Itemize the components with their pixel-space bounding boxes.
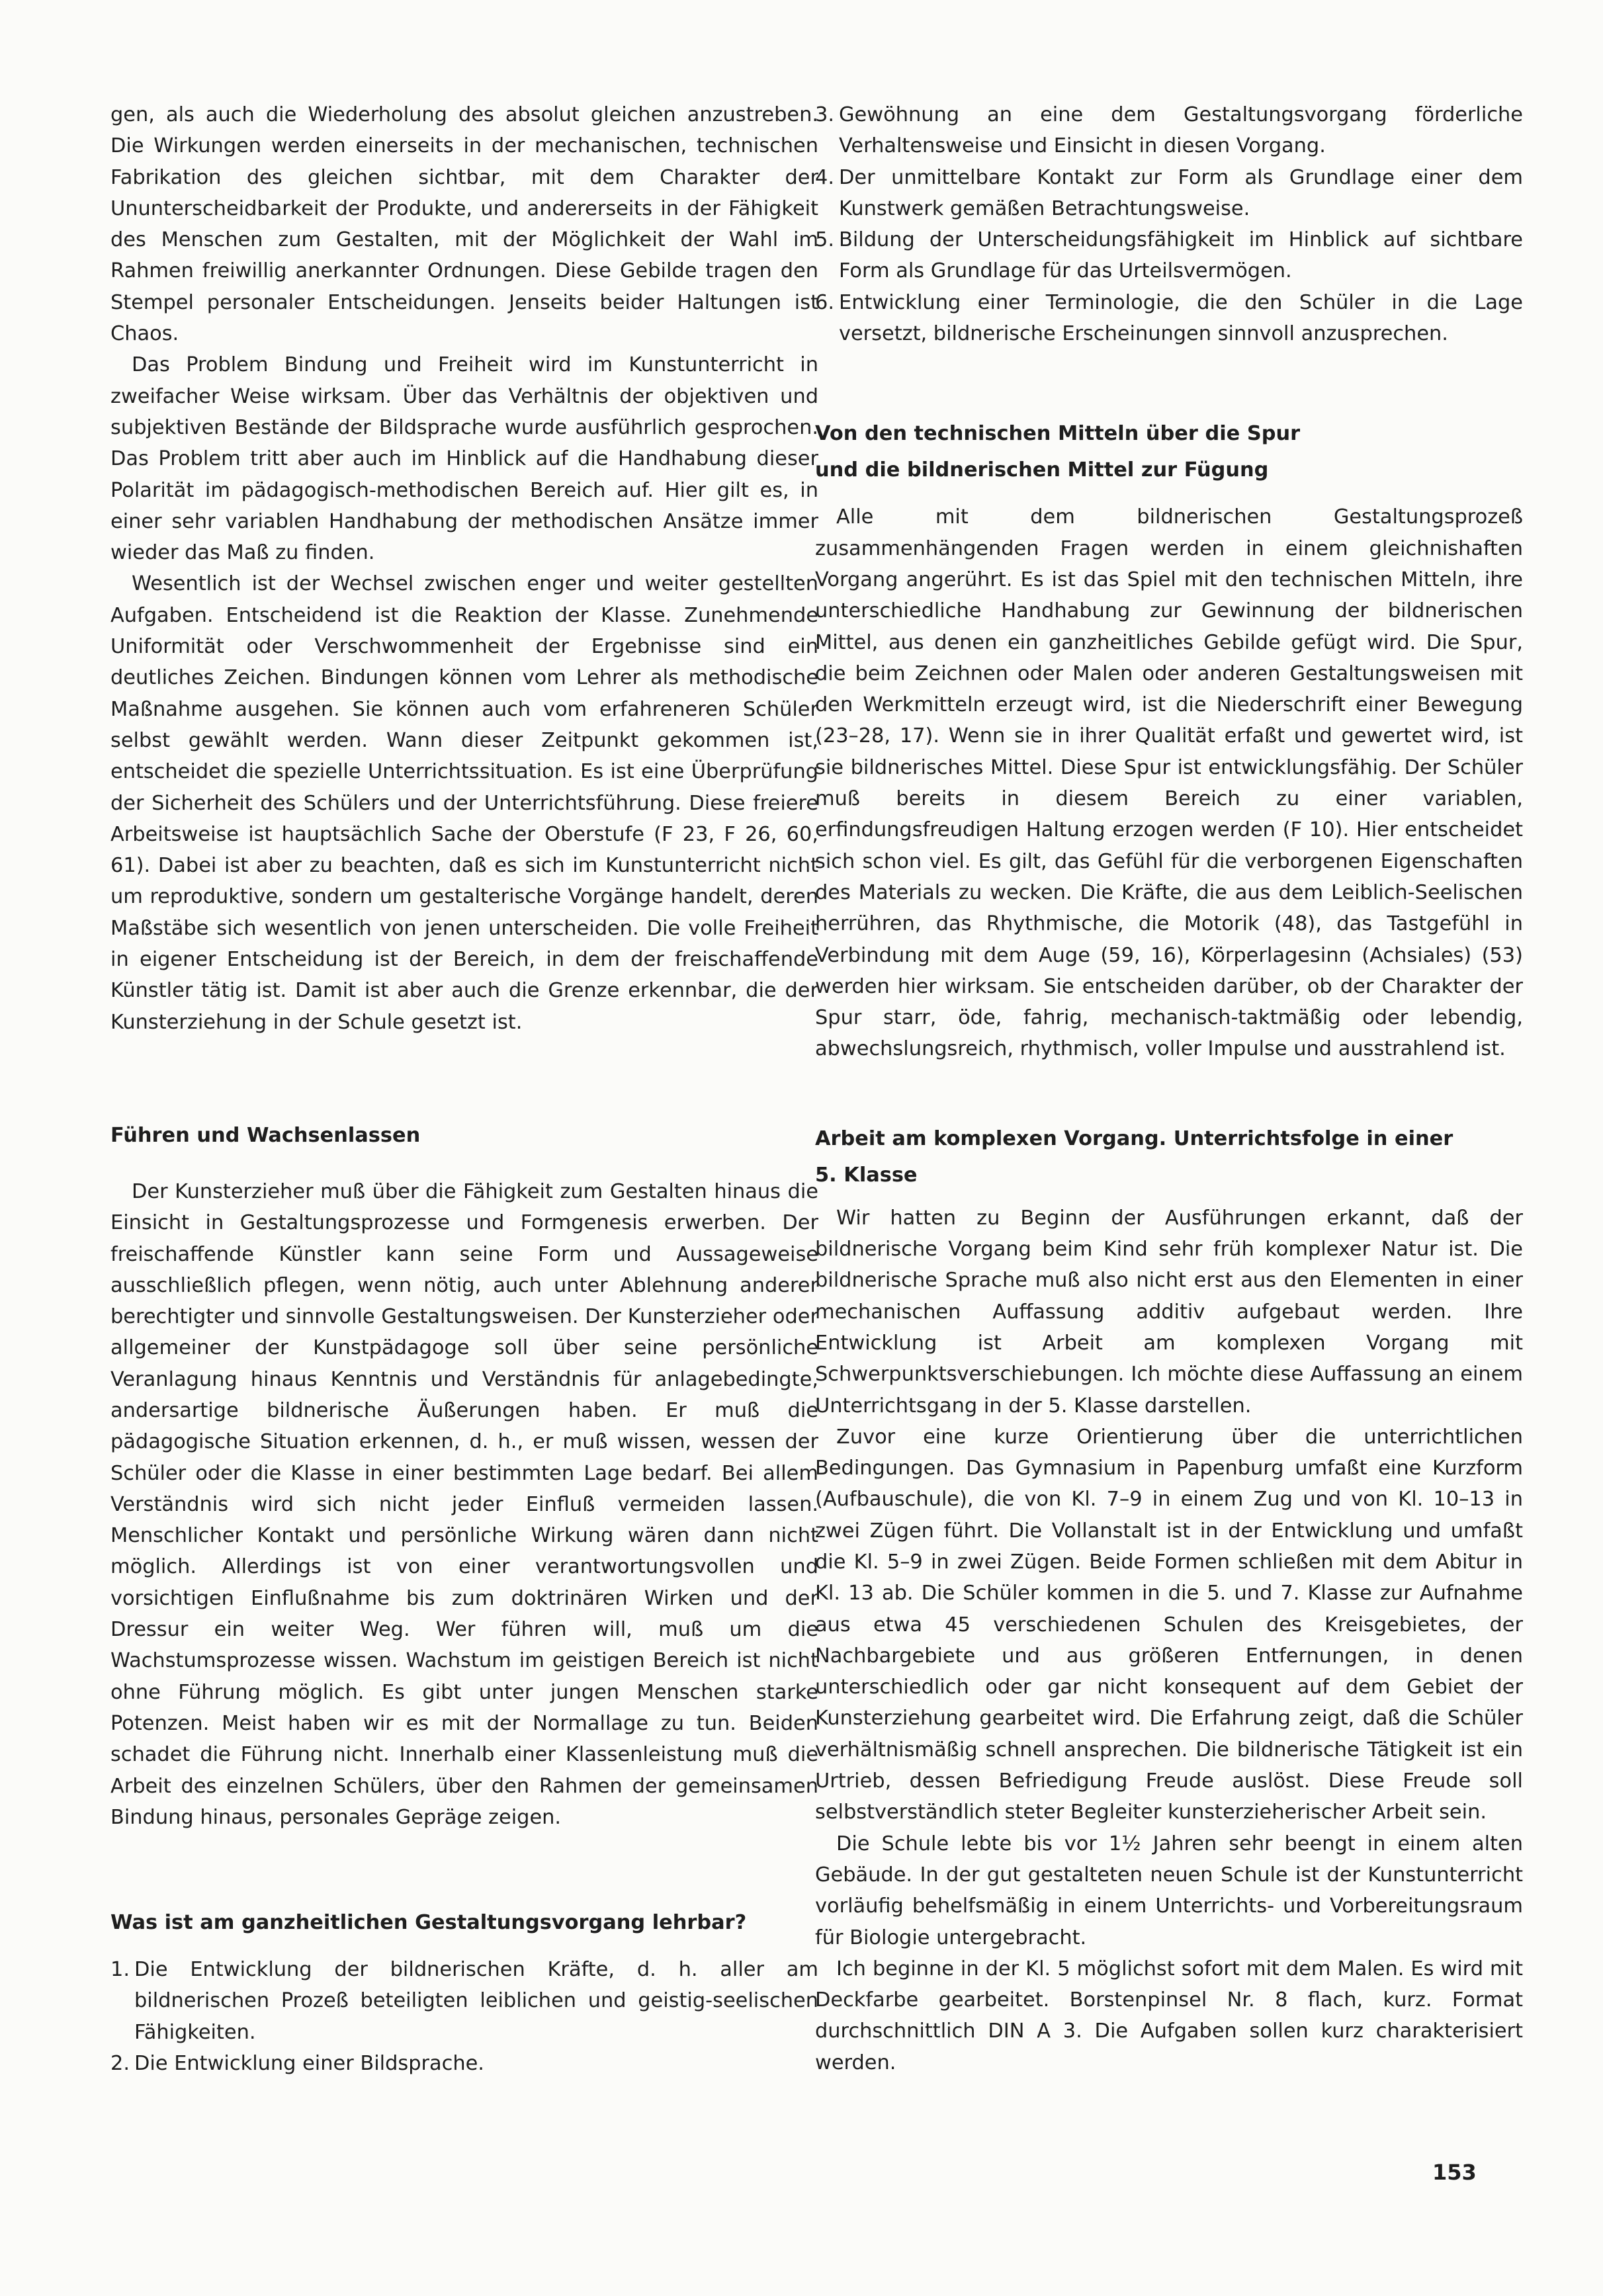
paragraph: Wir hatten zu Beginn der Ausführungen erkannt, daß der bildnerische Vorgang beim Kind sehr früh komplexer Natur ist. Die bildnerische Sprache muß also nicht erst aus den Elementen in einer mechanischen Auffassung additiv aufgebaut werden. Ihre Entwicklung ist Arbeit am komplexen Vorgang mit Schwerpunktsverschiebungen. Ich möchte diese Auffassung an einem Unterrichtsgang in der 5. Klasse darstellen. [815, 1206, 1523, 1418]
numbered-list [815, 99, 1523, 349]
paragraph: Die Schule lebte bis vor 1½ Jahren sehr beengt in einem alten Gebäude. In der gut gestalteten neuen Schule ist der Kunstunterricht vorläufig behelfsmäßig in einem Unterrichts- und Vorbereitungsraum für Biologie untergebracht. [815, 1832, 1523, 1949]
section-heading: Von den technischen Mitteln über die Spur [815, 422, 1301, 446]
section-heading: Was ist am ganzheitlichen Gestaltungsvorgang lehrbar? [110, 1911, 747, 1935]
paragraph: Wesentlich ist der Wechsel zwischen enger und weiter gestellten Aufgaben. Entscheidend ist die Reaktion der Klasse. Zunehmende Uniformität oder Verschwommenheit der Ergebnisse sind ein deutliches Zeichen. Bindungen können vom Lehrer als methodische Maßnahme ausgehen. Sie können auch vom erfahreneren Schüler selbst gewählt werden. Wann dieser Zeitpunkt gekommen ist, entscheidet die spezielle Unterrichtssituation. Es ist eine Überprüfung der Sicherheit des Schülers und der Unterrichtsführung. Diese freiere Arbeitsweise ist hauptsächlich Sache der Oberstufe (F 23, F 26, 60, 61). Dabei ist aber zu beachten, daß es sich im Kunstunterricht nicht um reproduktive, sondern um gestalterische Vorgänge handelt, deren Maßstäbe sich wesentlich von jenen unterscheiden. Die volle Freiheit in eigener Entscheidung ist der Bereich, in dem der freischaffende Künstler tätig ist. Damit ist aber auch die Grenze erkennbar, die der Kunsterziehung in der Schule gesetzt ist. [110, 572, 818, 1034]
section-heading: Führen und Wachsenlassen [110, 1123, 421, 1147]
list-item: 3. Gewöhnung an eine dem Gestaltungsvorgang förderliche Verhaltensweise und Einsicht in diesen Vorgang. [815, 103, 1523, 158]
list-item: 4. Der unmittelbare Kontakt zur Form als Grundlage einer dem Kunstwerk gemäßen Betrachtungsweise. [815, 165, 1523, 220]
page-number: 153 [1432, 2160, 1477, 2185]
paragraph: Das Problem Bindung und Freiheit wird im Kunstunterricht in zweifacher Weise wirksam. Über das Verhältnis der objektiven und subjektiven Bestände der Bildsprache wurde ausführlich gesprochen. Das Problem tritt aber auch im Hinblick auf die Handhabung dieser Polarität im pädagogisch-methodischen Bereich auf. Hier gilt es, in einer sehr variablen Handhabung der methodischen Ansätze immer wieder das Maß zu finden. [110, 353, 818, 565]
left-column [110, 99, 818, 2079]
list-item: 2. Die Entwicklung einer Bildsprache. [110, 2052, 484, 2076]
paragraph: Zuvor eine kurze Orientierung über die unterrichtlichen Bedingungen. Das Gymnasium in Papenburg umfaßt eine Kurzform (Aufbauschule), die von Kl. 7–9 in einem Zug und von Kl. 10–13 in zwei Zügen führt. Die Vollanstalt ist in der Entwicklung und umfaßt die Kl. 5–9 in zwei Zügen. Beide Formen schließen mit dem Abitur in Kl. 13 ab. Die Schüler kommen in die 5. und 7. Klasse zur Aufnahme aus etwa 45 verschiedenen Schulen des Kreisgebietes, der Nachbargebiete und aus größeren Entfernungen, in denen unterschiedlich oder gar nicht konsequent auf dem Gebiet der Kunsterziehung gearbeitet wird. Die Erfahrung zeigt, daß die Schüler verhältnismäßig schnell ansprechen. Die bildnerische Tätigkeit ist ein Urtrieb, dessen Befriedigung Freude auslöst. Diese Freude soll selbstverständlich steter Begleiter kunsterzieherischer Arbeit sein. [815, 1425, 1523, 1824]
paragraph: Alle mit dem bildnerischen Gestaltungsprozeß zusammenhängenden Fragen werden in einem gleichnishaften Vorgang angerührt. Es ist das Spiel mit den technischen Mitteln, ihre unterschiedliche Handhabung zur Gewinnung der bildnerischen Mittel, aus denen ein ganzheitliches Gebilde gefügt wird. Die Spur, die beim Zeichnen oder Malen oder anderen Gestaltungsweisen mit den Werkmitteln erzeugt wird, ist die Niederschrift einer Bewegung (23–28, 17). Wenn sie in ihrer Qualität erfaßt und gewertet wird, ist sie bildnerisches Mittel. Diese Spur ist entwicklungsfähig. Der Schüler muß bereits in diesem Bereich zu einer variablen, erfindungsfreudigen Haltung erzogen werden (F 10). Hier entscheidet sich schon viel. Es gilt, das Gefühl für die verborgenen Eigenschaften des Materials zu wecken. Die Kräfte, die aus dem Leiblich-Seelischen herrühren, das Rhythmische, die Motorik (48), das Tastgefühl in Verbindung mit dem Auge (59, 16), Körperlagesinn (Achsiales) (53) werden hier wirksam. Sie entscheiden darüber, ob der Charakter der Spur starr, öde, fahrig, mechanisch-taktmäßig oder lebendig, abwechslungsreich, rhythmisch, voller Impulse und ausstrahlend ist. [815, 505, 1523, 1061]
list-item: 1. Die Entwicklung der bildnerischen Kräfte, d. h. aller am bildnerischen Prozeß beteiligten leiblichen und geistig-seelischen Fähigkeiten. [110, 1958, 818, 2044]
section-heading: 5. Klasse [815, 1163, 918, 1187]
right-column [815, 99, 1523, 2078]
section-heading: und die bildnerischen Mittel zur Fügung [815, 458, 1269, 482]
list-item: 6. Entwicklung einer Terminologie, die den Schüler in die Lage versetzt, bildnerische Erscheinungen sinnvoll anzusprechen. [815, 290, 1523, 346]
list-item: 5. Bildung der Unterscheidungsfähigkeit im Hinblick auf sichtbare Form als Grundlage für das Urteilsvermögen. [815, 228, 1523, 283]
paragraph: Der Kunsterzieher muß über die Fähigkeit zum Gestalten hinaus die Einsicht in Gestaltungsprozesse und Formgenesis erwerben. Der freischaffende Künstler kann seine Form und Aussageweise ausschließlich pflegen, wenn nötig, auch unter Ablehnung anderer berechtigter und sinnvolle Gestaltungsweisen. Der Kunsterzieher oder allgemeiner der Kunstpädagoge soll über seine persönliche Veranlagung hinaus Kenntnis und Verständnis für anlagebedingte, andersartige bildnerische Äußerungen haben. Er muß die pädagogische Situation erkennen, d. h., er muß wissen, wessen der Schüler oder die Klasse in einer bestimmten Lage bedarf. Bei allem Verständnis wird sich nicht jeder Einfluß vermeiden lassen. Menschlicher Kontakt und persönliche Wirkung wären dann nicht möglich. Allerdings ist von einer verantwortungsvollen und vorsichtigen Einflußnahme bis zum doktrinären Wirken und der Dressur ein weiter Weg. Wer führen will, muß um die Wachstumsprozesse wissen. Wachstum im geistigen Bereich ist nicht ohne Führung möglich. Es gibt unter jungen Menschen starke Potenzen. Meist haben wir es mit der Normallage zu tun. Beiden schadet die Führung nicht. Innerhalb einer Klassenleistung muß die Arbeit des einzelnen Schülers, über den Rahmen der gemeinsamen Bindung hinaus, personales Gepräge zeigen. [110, 1179, 818, 1829]
section-heading: Arbeit am komplexen Vorgang. Unterrichtsfolge in einer [815, 1127, 1453, 1150]
paragraph: gen, als auch die Wiederholung des absolut gleichen anzustreben. Die Wirkungen werden einerseits in der mechanischen, technischen Fabrikation des gleichen sichtbar, mit dem Charakter der Ununterscheidbarkeit der Produkte, und andererseits in der Fähigkeit des Menschen zum Gestalten, mit der Möglichkeit der Wahl im Rahmen freiwillig anerkannter Ordnungen. Diese Gebilde tragen den Stempel personaler Entscheidungen. Jenseits beider Haltungen ist Chaos. [110, 103, 818, 346]
paragraph: Ich beginne in der Kl. 5 möglichst sofort mit dem Malen. Es wird mit Deckfarbe gearbeitet. Borstenpinsel Nr. 8 flach, kurz. Format durchschnittlich DIN A 3. Die Aufgaben sollen kurz charakterisiert werden. [815, 1957, 1523, 2074]
numbered-list [110, 1954, 818, 2079]
